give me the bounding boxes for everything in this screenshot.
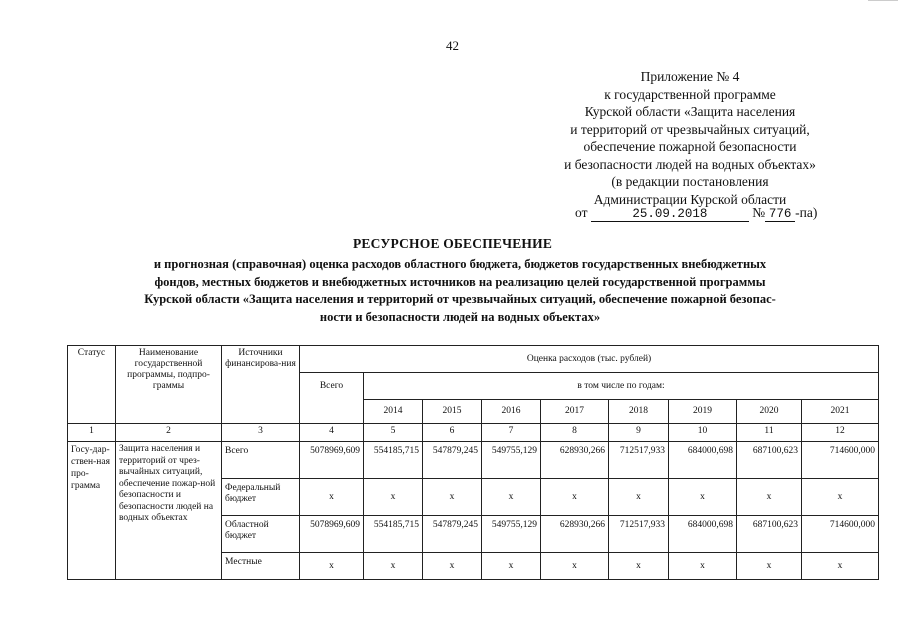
value-cell: х — [802, 553, 879, 580]
header-program: Наименование государственной программы, подпро-граммы — [116, 346, 222, 424]
budget-table — [67, 345, 879, 580]
column-number: 5 — [364, 424, 423, 442]
appendix-line: (в редакции постановления — [611, 174, 769, 189]
page-number: 42 — [446, 38, 459, 53]
header-by-years: в том числе по годам: — [364, 373, 879, 400]
value-cell: х — [669, 553, 737, 580]
appendix-line: и территорий от чрезвычайных ситуаций, — [570, 121, 810, 137]
header-year: 2014 — [364, 400, 423, 424]
header-year: 2017 — [541, 400, 609, 424]
value-cell: 684000,698 — [669, 442, 737, 479]
value-cell: х — [737, 479, 802, 516]
value-cell: х — [300, 479, 364, 516]
value-cell: х — [541, 553, 609, 580]
appendix-line: Администрации Курской области — [593, 191, 787, 207]
value-cell: 687100,623 — [737, 442, 802, 479]
from-label: от — [575, 205, 588, 220]
source-cell: Местные — [222, 553, 300, 580]
column-number: 10 — [669, 424, 737, 442]
subtitle-line: ности и безопасности людей на водных объектах» — [319, 309, 601, 324]
document-title: РЕСУРСНОЕ ОБЕСПЕЧЕНИЕ — [352, 236, 553, 251]
value-cell: 712517,933 — [609, 442, 669, 479]
header-year: 2021 — [802, 400, 879, 424]
value-cell: х — [300, 553, 364, 580]
subtitle-line: Курской области «Защита населения и территорий от чрезвычайных ситуаций, обеспечение пожарной безопас- — [144, 292, 776, 306]
value-cell: 549755,129 — [482, 516, 541, 553]
appendix-line: к государственной программе — [604, 86, 776, 102]
column-number: 9 — [609, 424, 669, 442]
value-cell: 554185,715 — [364, 516, 423, 553]
column-number: 6 — [423, 424, 482, 442]
appendix-line: обеспечение пожарной безопасности — [583, 139, 797, 154]
source-cell: Всего — [222, 442, 300, 479]
document-subtitle — [85, 256, 835, 326]
value-cell: 547879,245 — [423, 442, 482, 479]
value-cell: 684000,698 — [669, 516, 737, 553]
column-number: 8 — [541, 424, 609, 442]
header-estimate: Оценка расходов (тыс. рублей) — [300, 346, 879, 373]
status-cell: Госу-дар-ствен-ная про-грамма — [68, 442, 116, 580]
subtitle-line: и прогнозная (справочная) оценка расходов областного бюджета, бюджетов государственных внебюджетных — [153, 257, 767, 271]
value-cell: х — [364, 479, 423, 516]
column-number: 11 — [737, 424, 802, 442]
header-year: 2018 — [609, 400, 669, 424]
header-year: 2020 — [737, 400, 802, 424]
value-cell: 714600,000 — [802, 516, 879, 553]
table-row — [68, 442, 879, 479]
value-cell: х — [802, 479, 879, 516]
value-cell: х — [669, 479, 737, 516]
value-cell: 628930,266 — [541, 516, 609, 553]
value-cell: 5078969,609 — [300, 442, 364, 479]
program-name-cell: Защита населения и территорий от чрез-вычайных ситуаций, обеспечение пожар-ной безопасности и безопасности людей на водных объектах — [116, 442, 222, 580]
value-cell: х — [482, 479, 541, 516]
number-label: № — [752, 205, 766, 220]
column-number: 1 — [68, 424, 116, 442]
appendix-line: Курской области «Защита населения — [584, 104, 796, 119]
column-number: 4 — [300, 424, 364, 442]
value-cell: 628930,266 — [541, 442, 609, 479]
value-cell: 549755,129 — [482, 442, 541, 479]
column-number: 3 — [222, 424, 300, 442]
column-number: 7 — [482, 424, 541, 442]
value-cell: 547879,245 — [423, 516, 482, 553]
value-cell: 687100,623 — [737, 516, 802, 553]
value-cell: 714600,000 — [802, 442, 879, 479]
header-total: Всего — [300, 373, 364, 424]
value-cell: х — [423, 553, 482, 580]
header-year: 2016 — [482, 400, 541, 424]
value-cell: х — [737, 553, 802, 580]
column-number: 12 — [802, 424, 879, 442]
value-cell: х — [423, 479, 482, 516]
resolution-number: 776 — [765, 207, 795, 222]
appendix-line: и безопасности людей на водных объектах» — [564, 156, 816, 172]
appendix-line: Приложение № 4 — [640, 69, 740, 84]
value-cell: х — [364, 553, 423, 580]
source-cell: Федеральный бюджет — [222, 479, 300, 516]
number-suffix: -па) — [795, 205, 818, 220]
source-cell: Областной бюджет — [222, 516, 300, 553]
appendix-block — [520, 68, 860, 208]
header-status: Статус — [68, 346, 116, 424]
value-cell: х — [609, 553, 669, 580]
value-cell: 712517,933 — [609, 516, 669, 553]
header-year: 2019 — [669, 400, 737, 424]
column-number: 2 — [116, 424, 222, 442]
resolution-date: 25.09.2018 — [591, 207, 749, 222]
value-cell: х — [541, 479, 609, 516]
value-cell: х — [482, 553, 541, 580]
resolution-date-line — [575, 205, 817, 222]
subtitle-line: фондов, местных бюджетов и внебюджетных источников на реализацию целей государственной программы — [154, 274, 766, 289]
scan-edge-mark — [868, 0, 898, 1]
value-cell: 5078969,609 — [300, 516, 364, 553]
header-sources: Источники финансирова-ния — [222, 346, 300, 424]
value-cell: х — [609, 479, 669, 516]
header-year: 2015 — [423, 400, 482, 424]
value-cell: 554185,715 — [364, 442, 423, 479]
